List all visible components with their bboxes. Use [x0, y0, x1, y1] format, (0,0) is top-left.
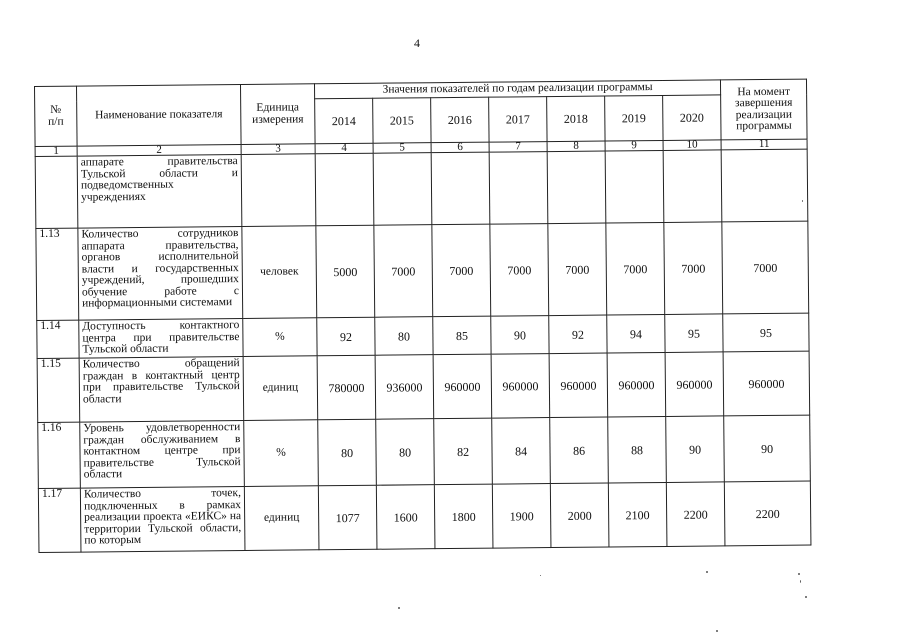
column-number: 11 — [721, 139, 807, 150]
scan-speck — [706, 571, 708, 573]
row-value — [315, 153, 374, 226]
row-value: 960000 — [665, 352, 724, 417]
row-value: 1077 — [318, 485, 377, 550]
row-unit: единиц — [243, 356, 318, 421]
scan-speck — [398, 607, 400, 609]
scan-speck — [802, 200, 803, 202]
row-value: 2200 — [724, 481, 811, 546]
row-value — [663, 150, 722, 223]
row-value: 90 — [666, 416, 725, 483]
row-value: 960000 — [549, 353, 608, 418]
row-number: 1.14 — [37, 320, 79, 358]
column-number: 7 — [489, 142, 547, 153]
row-name: Уровень удовлетворенности граждан обслуживанием в контактном центре при правительстве Тульской области — [80, 421, 245, 489]
header-year: 2014 — [315, 98, 373, 144]
row-value: 1800 — [434, 484, 493, 549]
row-value: 7000 — [664, 222, 723, 315]
column-number: 8 — [547, 141, 605, 152]
table-row — [38, 481, 811, 552]
row-value: 7000 — [606, 222, 665, 315]
header-final: На момент завершения реализации программы — [721, 79, 808, 140]
row-value: 5000 — [316, 225, 375, 318]
row-name: Количество обращений граждан в контактный центр при правительстве Тульской области — [79, 357, 244, 423]
header-year: 2018 — [547, 96, 605, 142]
row-value: 94 — [607, 314, 665, 353]
row-name: Количество точек, подключенных в рамках реализации проекта «ЕИКС» на территории Тульской области, по которым — [80, 486, 245, 552]
header-year: 2020 — [663, 95, 721, 141]
indicator-table — [34, 79, 811, 553]
row-value: 95 — [723, 313, 809, 352]
header-num: № п/п — [35, 86, 78, 146]
column-number: 5 — [373, 143, 431, 154]
row-number: 1.17 — [38, 488, 81, 552]
row-value: 90 — [491, 316, 549, 355]
table-row — [35, 149, 808, 228]
row-unit: % — [244, 420, 319, 487]
row-unit — [241, 154, 316, 227]
table-row — [36, 221, 809, 320]
table-row — [38, 415, 811, 488]
row-name: аппарате правительства Тульской области и подведомственных учреждениях — [77, 155, 242, 229]
row-value: 80 — [318, 419, 377, 486]
row-unit: единиц — [244, 486, 319, 551]
row-unit: % — [243, 318, 317, 357]
row-value: 1900 — [492, 484, 551, 549]
row-value — [489, 152, 548, 225]
column-number: 4 — [315, 143, 373, 154]
header-year: 2016 — [431, 97, 489, 143]
table-row — [37, 351, 810, 422]
column-number: 3 — [241, 144, 315, 155]
scan-speck — [716, 630, 718, 632]
indicator-table-wrapper — [34, 79, 810, 547]
column-number: 9 — [605, 140, 663, 151]
row-value: 7000 — [548, 223, 607, 316]
row-value: 92 — [317, 317, 375, 356]
scan-speck — [800, 580, 801, 583]
row-value: 960000 — [433, 354, 492, 419]
row-value: 960000 — [723, 351, 810, 416]
row-value: 2200 — [666, 482, 725, 547]
row-value: 780000 — [317, 355, 376, 420]
column-number: 2 — [77, 145, 241, 157]
row-value — [721, 149, 808, 222]
row-value: 7000 — [490, 224, 549, 317]
header-values-group: Значения показателей по годам реализации программы — [314, 80, 720, 99]
row-value: 92 — [549, 315, 607, 354]
row-value: 80 — [375, 317, 433, 356]
row-unit: человек — [242, 226, 317, 319]
header-year: 2015 — [373, 98, 431, 144]
row-value: 7000 — [374, 225, 433, 318]
row-value: 1600 — [376, 485, 435, 550]
row-value: 80 — [376, 419, 435, 486]
row-number: 1.15 — [37, 358, 80, 422]
row-value — [431, 152, 490, 225]
column-number: 1 — [35, 146, 77, 156]
header-year: 2017 — [489, 97, 547, 143]
header-year: 2019 — [605, 95, 663, 141]
row-value: 2000 — [550, 483, 609, 548]
row-value: 85 — [433, 316, 491, 355]
row-value: 960000 — [491, 354, 550, 419]
row-value: 960000 — [607, 352, 666, 417]
row-value: 936000 — [375, 355, 434, 420]
header-name: Наименование показателя — [77, 85, 242, 147]
row-value: 7000 — [722, 221, 809, 314]
row-value: 88 — [608, 416, 667, 483]
scan-speck — [805, 596, 807, 598]
row-value: 95 — [665, 314, 723, 353]
row-value — [547, 151, 606, 224]
header-unit: Единица измерения — [240, 84, 315, 145]
row-number: 1.13 — [36, 228, 79, 320]
row-name: Количество сотрудников аппарата правительства, органов исполнительной власти и государственных учреждений, прошедших обучение работе с информационными системами — [78, 227, 243, 321]
row-number: 1.16 — [38, 422, 81, 488]
row-name: Доступность контактного центра при правительстве Тульской области — [79, 319, 243, 359]
page-number: 4 — [414, 36, 420, 50]
column-number: 6 — [431, 142, 489, 153]
row-value: 2100 — [608, 482, 667, 547]
row-value: 86 — [550, 417, 609, 484]
row-number — [35, 156, 78, 228]
column-number: 10 — [663, 140, 721, 151]
row-value: 7000 — [432, 224, 491, 317]
row-value: 82 — [434, 418, 493, 485]
row-value — [605, 150, 664, 223]
row-value — [373, 153, 432, 226]
row-value: 90 — [724, 415, 811, 482]
scan-speck — [798, 573, 800, 575]
row-value: 84 — [492, 418, 551, 485]
scan-speck — [540, 575, 541, 576]
